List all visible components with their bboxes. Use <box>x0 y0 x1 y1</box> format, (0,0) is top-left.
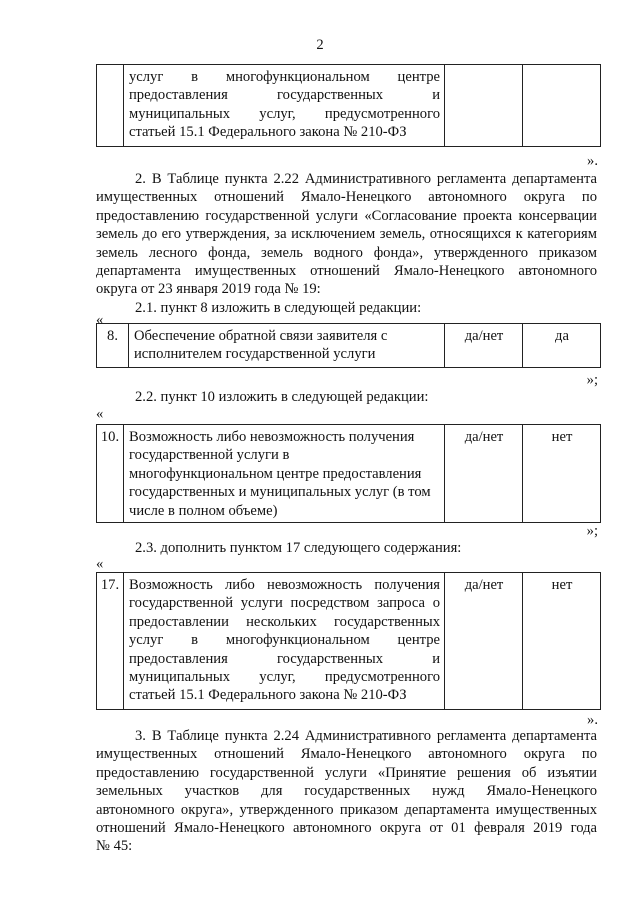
paragraph-line: земель лесного фонда, земель водного фонда», утвержденного приказом <box>96 244 597 261</box>
table-cell-text <box>124 65 445 147</box>
table-cell-value: да <box>523 324 601 368</box>
paragraph-line: имущественных отношений Ямало-Ненецкого автономного округа по <box>96 746 597 763</box>
table-line: государственных и муниципальных услуг (в том <box>129 484 431 501</box>
page-number: 2 <box>316 37 324 53</box>
table-line: государственной услуги посредством запроса о <box>129 595 440 612</box>
table-cell-text <box>124 425 445 523</box>
paragraph-line: отношений Ямало-Ненецкого автономного округа от 01 февраля 2019 года <box>96 820 597 837</box>
table-line: предоставления государственных и <box>129 87 440 104</box>
table-line: Обеспечение обратной связи заявителя с <box>134 328 388 344</box>
paragraph-line: предоставлению государственной услуги «Принятие решения об изъятии <box>96 764 597 781</box>
opening-quote: « <box>96 312 104 328</box>
table-item-17 <box>96 572 601 710</box>
table-cell-number: 17. <box>97 573 124 710</box>
table-cell-text <box>129 324 445 368</box>
table-line: услуг в многофункциональном центре <box>129 69 440 85</box>
closing-quote: ». <box>587 153 598 169</box>
table-cell-value: нет <box>523 573 601 710</box>
table-cell-number <box>97 65 124 147</box>
table-line: статьей 15.1 Федерального закона № 210-ФЗ <box>129 687 407 704</box>
table-cell-number: 10. <box>97 425 124 523</box>
item-2-3: 2.3. дополнить пунктом 17 следующего содержания: <box>135 540 462 556</box>
table-line: статьей 15.1 Федерального закона № 210-ФЗ <box>129 124 407 141</box>
table-line: Возможность либо невозможность получения <box>129 429 415 445</box>
table-cell-value <box>445 65 523 147</box>
table-cell-value: да/нет <box>445 425 523 523</box>
closing-quote: »; <box>586 372 598 388</box>
closing-quote: ». <box>587 712 598 728</box>
paragraph-line: 3. В Таблице пункта 2.24 Административного регламента департамента <box>135 728 597 744</box>
closing-quote: »; <box>586 523 598 539</box>
paragraph-line: департамента имущественных отношений Ямало-Ненецкого автономного <box>96 263 597 280</box>
table-cell-value: да/нет <box>445 324 523 368</box>
table-cell-value: да/нет <box>445 573 523 710</box>
item-2-1: 2.1. пункт 8 изложить в следующей редакции: <box>135 300 422 316</box>
paragraph-line: округа от 23 января 2019 года № 19: <box>96 281 321 298</box>
paragraph-line: имущественных отношений Ямало-Ненецкого автономного округа по <box>96 189 597 206</box>
opening-quote: « <box>96 556 104 572</box>
table-line: услуг в многофункциональном центре <box>129 632 440 649</box>
paragraph-line: автономного округа», утвержденного приказом департамента имущественных <box>96 801 597 818</box>
table-line: числе в полном объеме) <box>129 502 278 519</box>
opening-quote: « <box>96 406 104 422</box>
table-line: многофункциональном центре предоставления <box>129 465 422 482</box>
table-line: предоставления государственных и <box>129 650 440 667</box>
table-cell-value <box>523 65 601 147</box>
paragraph-2 <box>96 170 597 299</box>
table-continuation <box>96 64 601 147</box>
table-line: Возможность либо невозможность получения <box>129 577 440 593</box>
table-item-10 <box>96 424 601 523</box>
table-line: государственной услуги в <box>129 447 290 464</box>
table-cell-text <box>124 573 445 710</box>
table-line: исполнителем государственной услуги <box>134 346 376 363</box>
table-line: муниципальных услуг, предусмотренного <box>129 105 440 122</box>
paragraph-line: предоставлению государственной услуги «Согласование проекта консервации <box>96 207 597 224</box>
paragraph-line: земель до его утверждения, за исключением земель, относящихся к категориям <box>96 226 597 243</box>
table-item-8 <box>96 323 601 368</box>
paragraph-3 <box>96 727 597 856</box>
table-cell-value: нет <box>523 425 601 523</box>
table-cell-number: 8. <box>97 324 129 368</box>
paragraph-line: № 45: <box>96 838 133 855</box>
paragraph-line: 2. В Таблице пункта 2.22 Административного регламента департамента <box>135 171 597 187</box>
paragraph-line: земельных участков для государственных нужд Ямало-Ненецкого <box>96 783 597 800</box>
item-2-2: 2.2. пункт 10 изложить в следующей редакции: <box>135 389 429 405</box>
table-line: предоставлении нескольких государственных <box>129 613 440 630</box>
table-line: муниципальных услуг, предусмотренного <box>129 669 440 686</box>
